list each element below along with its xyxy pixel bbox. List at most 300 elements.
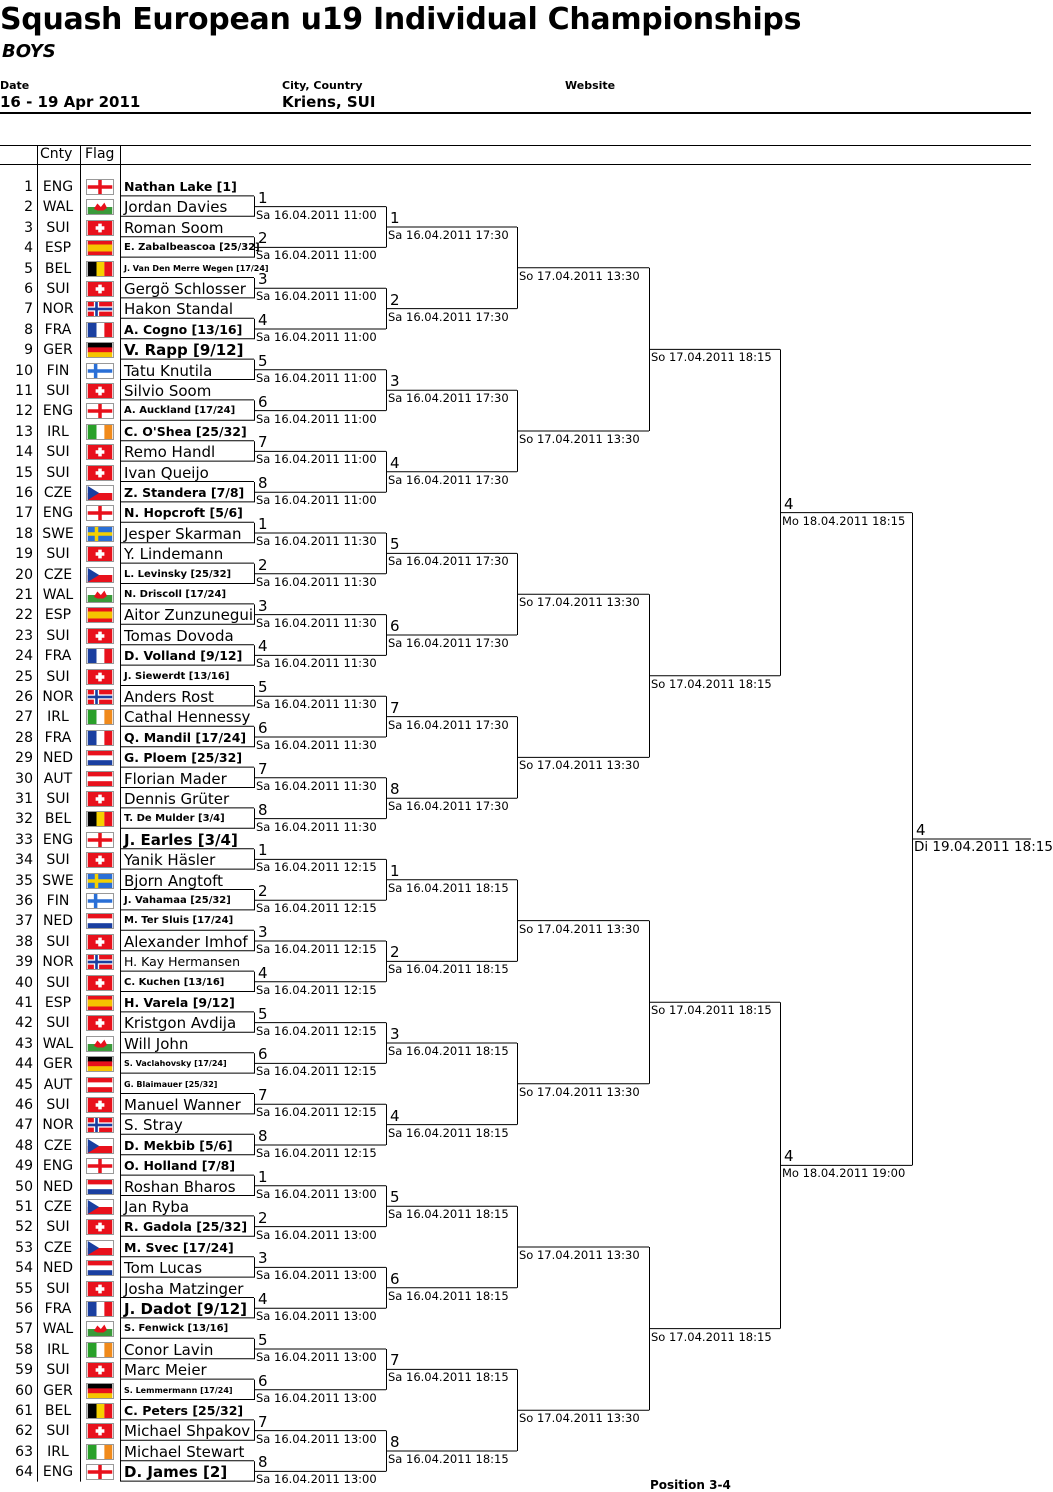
- player-name[interactable]: Aitor Zunzunegui: [124, 606, 254, 625]
- player-country: SUI: [46, 1280, 70, 1297]
- player-country: ESP: [44, 995, 72, 1011]
- player-country: SUI: [46, 383, 70, 399]
- player-name[interactable]: Ivan Queijo: [124, 463, 209, 482]
- player-name[interactable]: Yanik Häsler: [124, 851, 216, 870]
- player-number: 58: [15, 1341, 33, 1358]
- player-number: 9: [24, 342, 33, 359]
- player-number: 31: [15, 791, 33, 807]
- match-number: 8: [258, 800, 268, 819]
- match-number: 7: [258, 1086, 268, 1105]
- match-number: 6: [390, 617, 400, 635]
- match-time: So 17.04.2011 13:30: [519, 1248, 640, 1262]
- player-number: 35: [15, 872, 33, 889]
- player-country: CZE: [43, 1239, 73, 1256]
- player-number: 56: [15, 1301, 33, 1317]
- match-number: 4: [390, 1106, 400, 1125]
- player-name[interactable]: D. Mekbib [5/6]: [124, 1137, 233, 1153]
- match-number: 2: [390, 290, 400, 309]
- match-time: Sa 16.04.2011 11:00: [256, 330, 377, 344]
- player-country: BEL: [44, 811, 72, 828]
- column-header-cnty: Cnty: [40, 146, 73, 162]
- player-name[interactable]: J. Van Den Merre Wegen [17/24]: [124, 263, 269, 273]
- player-number: 61: [15, 1403, 33, 1419]
- player-country: AUT: [43, 1076, 73, 1093]
- match-time: So 17.04.2011 13:30: [519, 1084, 640, 1099]
- player-number: 30: [15, 770, 33, 787]
- player-name[interactable]: E. Zabalbeascoa [25/32]: [124, 242, 260, 254]
- match-time: Sa 16.04.2011 11:30: [256, 574, 377, 589]
- match-number: 8: [390, 1433, 400, 1451]
- player-name[interactable]: Will John: [124, 1034, 189, 1053]
- player-country: FIN: [46, 362, 70, 379]
- match-time: Sa 16.04.2011 11:30: [256, 534, 377, 548]
- player-number: 3: [24, 219, 33, 236]
- player-name[interactable]: G. Blaimauer [25/32]: [124, 1079, 218, 1089]
- player-country: GER: [43, 342, 73, 359]
- match-number: 5: [258, 351, 268, 370]
- player-number: 64: [15, 1464, 33, 1481]
- player-number: 12: [15, 403, 33, 420]
- player-country: GER: [43, 1056, 73, 1073]
- match-number: 6: [258, 392, 268, 411]
- match-time: Sa 16.04.2011 11:30: [256, 615, 377, 630]
- player-country: BEL: [44, 260, 72, 277]
- player-country: SUI: [46, 668, 70, 685]
- player-number: 22: [15, 607, 33, 624]
- player-country: NOR: [42, 689, 74, 705]
- player-number: 26: [15, 689, 33, 705]
- player-name[interactable]: Marc Meier: [124, 1361, 207, 1380]
- player-country: SUI: [46, 1015, 70, 1032]
- match-time: So 17.04.2011 13:30: [519, 595, 640, 610]
- match-number: 7: [258, 1412, 268, 1431]
- player-name[interactable]: A. Auckland [17/24]: [124, 405, 236, 417]
- match-number: 4: [258, 311, 268, 329]
- player-name[interactable]: Josha Matzinger: [124, 1279, 244, 1298]
- player-name[interactable]: L. Levinsky [25/32]: [124, 568, 232, 580]
- player-country: NED: [42, 750, 74, 767]
- player-country: SUI: [46, 1097, 70, 1113]
- player-number: 27: [15, 709, 33, 726]
- player-country: WAL: [42, 1035, 74, 1052]
- match-time: So 17.04.2011 18:15: [651, 1329, 772, 1344]
- match-number: 7: [390, 1351, 400, 1370]
- player-name[interactable]: A. Cogno [13/16]: [124, 321, 243, 337]
- player-number: 20: [15, 566, 33, 583]
- player-name[interactable]: S. Fenwick [13/16]: [124, 1323, 229, 1335]
- player-country: SUI: [46, 627, 70, 644]
- player-country: SUI: [46, 1423, 70, 1440]
- match-time: Sa 16.04.2011 11:00: [256, 493, 377, 508]
- player-name[interactable]: M. Svec [17/24]: [124, 1239, 234, 1255]
- city-value: Kriens, SUI: [282, 93, 376, 111]
- player-name[interactable]: C. Kuchen [13/16]: [124, 976, 225, 988]
- player-name[interactable]: Gergö Schlosser: [124, 280, 246, 298]
- match-time: Sa 16.04.2011 12:15: [256, 1146, 377, 1160]
- player-country: SUI: [46, 1362, 70, 1379]
- match-number: 1: [258, 1167, 268, 1186]
- match-time: Mo 18.04.2011 19:00: [782, 1166, 906, 1181]
- player-name[interactable]: Tatu Knutila: [124, 361, 213, 380]
- player-number: 50: [15, 1178, 33, 1195]
- player-country: NED: [42, 1178, 74, 1195]
- match-time: Sa 16.04.2011 12:15: [256, 1064, 377, 1079]
- player-number: 53: [15, 1239, 33, 1256]
- match-number: 8: [390, 780, 400, 799]
- match-number: 1: [258, 188, 268, 207]
- player-number: 52: [15, 1219, 33, 1236]
- player-number: 34: [15, 852, 33, 869]
- player-name[interactable]: T. De Mulder [3/4]: [124, 813, 225, 825]
- match-time: Sa 16.04.2011 18:15: [388, 1207, 509, 1222]
- player-name[interactable]: Jan Ryba: [124, 1198, 190, 1216]
- player-name[interactable]: S. Vaclahovsky [17/24]: [124, 1059, 227, 1069]
- player-name[interactable]: S. Stray: [124, 1116, 183, 1135]
- player-name[interactable]: Michael Stewart: [124, 1442, 245, 1461]
- match-number: 6: [258, 1371, 268, 1390]
- player-number: 29: [15, 750, 33, 767]
- player-country: NOR: [42, 954, 74, 971]
- player-name[interactable]: Tom Lucas: [124, 1259, 203, 1278]
- match-number: 3: [258, 1249, 268, 1268]
- player-number: 59: [15, 1362, 33, 1379]
- player-number: 44: [15, 1056, 33, 1073]
- match-time: Sa 16.04.2011 18:15: [388, 1452, 509, 1466]
- match-time: Sa 16.04.2011 12:15: [256, 860, 377, 875]
- match-time: Sa 16.04.2011 13:00: [256, 1472, 377, 1487]
- player-country: ESP: [44, 607, 72, 624]
- match-time: Sa 16.04.2011 17:30: [388, 799, 509, 814]
- match-number: 3: [390, 372, 400, 391]
- player-country: SUI: [46, 281, 70, 297]
- date-value: 16 - 19 Apr 2011: [0, 93, 141, 111]
- player-country: ENG: [42, 179, 74, 195]
- match-time: Mo 18.04.2011 18:15: [782, 513, 906, 528]
- player-name[interactable]: Tomas Dovoda: [124, 626, 234, 645]
- player-country: ESP: [44, 240, 72, 257]
- player-number: 21: [15, 587, 33, 603]
- player-name[interactable]: H. Varela [9/12]: [124, 995, 235, 1010]
- player-country: WAL: [42, 587, 74, 603]
- player-number: 13: [15, 423, 33, 440]
- player-number: 2: [24, 199, 33, 216]
- player-country: FIN: [46, 893, 70, 909]
- player-name[interactable]: Alexander Imhof: [124, 932, 248, 951]
- match-number: 7: [258, 759, 268, 778]
- match-number: 1: [390, 861, 400, 880]
- player-number: 60: [15, 1382, 33, 1399]
- match-time: Sa 16.04.2011 13:00: [256, 1350, 377, 1364]
- match-number: 8: [258, 1127, 268, 1145]
- player-number: 38: [15, 933, 33, 950]
- match-time: Sa 16.04.2011 13:00: [256, 1186, 377, 1201]
- match-time: Sa 16.04.2011 11:30: [256, 778, 377, 793]
- player-number: 40: [15, 974, 33, 991]
- match-time: Sa 16.04.2011 18:15: [388, 962, 509, 977]
- player-country: AUT: [43, 770, 73, 787]
- player-number: 62: [15, 1423, 33, 1440]
- match-number: 4: [916, 821, 926, 839]
- player-name[interactable]: R. Gadola [25/32]: [124, 1219, 248, 1235]
- player-number: 45: [15, 1076, 33, 1093]
- match-time: So 17.04.2011 18:15: [651, 1003, 772, 1018]
- player-country: FRA: [44, 321, 72, 338]
- match-number: 8: [258, 1453, 268, 1472]
- player-country: SUI: [46, 464, 70, 481]
- player-country: IRL: [47, 1341, 69, 1358]
- match-number: 7: [258, 433, 268, 452]
- player-country: SUI: [46, 852, 70, 869]
- player-number: 23: [15, 627, 33, 644]
- player-name[interactable]: D. Volland [9/12]: [124, 648, 243, 664]
- player-number: 11: [15, 383, 33, 399]
- player-country: NED: [42, 1260, 74, 1277]
- page-title: Squash European u19 Individual Championships: [0, 2, 802, 37]
- player-name[interactable]: Michael Shpakov: [124, 1422, 251, 1441]
- match-number: 2: [258, 229, 268, 248]
- player-country: NED: [42, 913, 74, 930]
- player-country: ENG: [42, 505, 74, 522]
- player-number: 24: [15, 648, 33, 665]
- match-time: Sa 16.04.2011 11:00: [256, 370, 377, 385]
- match-time: Sa 16.04.2011 17:30: [388, 391, 509, 406]
- player-name[interactable]: Remo Handl: [124, 443, 216, 462]
- match-number: 2: [258, 1208, 268, 1227]
- page-subtitle: BOYS: [2, 41, 56, 62]
- player-country: SUI: [46, 546, 70, 563]
- match-time: So 17.04.2011 18:15: [651, 350, 772, 365]
- match-number: 3: [390, 1025, 400, 1043]
- player-number: 19: [15, 546, 33, 563]
- match-time: So 17.04.2011 18:15: [651, 676, 772, 691]
- player-number: 16: [15, 485, 33, 501]
- player-name[interactable]: Manuel Wanner: [124, 1096, 241, 1114]
- match-time: Sa 16.04.2011 12:15: [256, 1105, 377, 1120]
- player-number: 57: [15, 1321, 33, 1338]
- website-label: Website: [565, 79, 616, 92]
- match-time: Sa 16.04.2011 11:00: [256, 207, 377, 222]
- match-number: 7: [390, 698, 400, 717]
- player-country: IRL: [47, 709, 69, 726]
- player-number: 46: [15, 1097, 33, 1113]
- player-name[interactable]: Anders Rost: [124, 688, 214, 706]
- player-name[interactable]: N. Hopcroft [5/6]: [124, 505, 243, 521]
- player-name[interactable]: Hakon Standal: [124, 300, 234, 319]
- player-name[interactable]: Q. Mandil [17/24]: [124, 729, 247, 745]
- player-number: 41: [15, 995, 33, 1011]
- match-time: So 17.04.2011 13:30: [519, 758, 640, 773]
- match-time: Sa 16.04.2011 12:15: [256, 1023, 377, 1038]
- player-number: 6: [24, 281, 33, 297]
- match-time: So 17.04.2011 13:30: [519, 921, 640, 936]
- match-number: 3: [258, 923, 268, 941]
- player-number: 42: [15, 1015, 33, 1032]
- match-time: Sa 16.04.2011 12:15: [256, 982, 377, 997]
- match-time: Sa 16.04.2011 11:00: [256, 289, 377, 304]
- player-number: 14: [15, 444, 33, 461]
- player-number: 33: [15, 831, 33, 848]
- player-country: ENG: [42, 1464, 74, 1481]
- match-number: 2: [258, 555, 268, 574]
- match-time: Sa 16.04.2011 11:00: [256, 411, 377, 426]
- player-number: 55: [15, 1280, 33, 1297]
- player-name[interactable]: Kristgon Avdija: [124, 1014, 237, 1033]
- player-country: SWE: [42, 872, 74, 889]
- player-name[interactable]: Conor Lavin: [124, 1340, 214, 1359]
- player-name[interactable]: Dennis Grüter: [124, 790, 230, 808]
- player-country: SUI: [46, 1219, 70, 1236]
- player-country: IRL: [47, 423, 69, 440]
- player-country: SUI: [46, 933, 70, 950]
- match-number: 4: [258, 637, 268, 656]
- match-time: Sa 16.04.2011 17:30: [388, 636, 509, 650]
- player-number: 17: [15, 505, 33, 522]
- player-number: 37: [15, 913, 33, 930]
- player-country: BEL: [44, 1403, 72, 1419]
- player-number: 18: [15, 525, 33, 542]
- match-time: Sa 16.04.2011 11:30: [256, 697, 377, 712]
- player-country: FRA: [44, 648, 72, 665]
- match-number: 5: [390, 535, 400, 554]
- match-time: Sa 16.04.2011 17:30: [388, 554, 509, 569]
- player-number: 4: [24, 240, 33, 257]
- player-country: SUI: [46, 219, 70, 236]
- player-number: 28: [15, 729, 33, 746]
- player-name[interactable]: V. Rapp [9/12]: [124, 341, 244, 360]
- player-number: 32: [15, 811, 33, 828]
- player-country: CZE: [43, 1199, 73, 1215]
- player-name[interactable]: Nathan Lake [1]: [124, 179, 237, 194]
- match-time: Di 19.04.2011 18:15: [914, 839, 1053, 855]
- match-number: 5: [258, 678, 268, 697]
- player-country: WAL: [42, 199, 74, 216]
- match-number: 4: [784, 494, 794, 513]
- player-country: SWE: [42, 525, 74, 542]
- player-name[interactable]: H. Kay Hermansen: [124, 954, 241, 970]
- player-number: 54: [15, 1260, 33, 1277]
- player-name[interactable]: M. Ter Sluis [17/24]: [124, 915, 234, 927]
- player-name[interactable]: Silvio Soom: [124, 382, 212, 400]
- match-number: 5: [258, 1004, 268, 1023]
- match-number: 6: [258, 719, 268, 737]
- player-name[interactable]: Cathal Hennessy: [124, 708, 251, 727]
- player-number: 49: [15, 1158, 33, 1175]
- player-number: 48: [15, 1137, 33, 1154]
- player-name[interactable]: Roshan Bharos: [124, 1177, 236, 1196]
- match-number: 3: [258, 270, 268, 289]
- player-country: ENG: [42, 831, 74, 848]
- player-country: ENG: [42, 403, 74, 420]
- player-name[interactable]: N. Driscoll [17/24]: [124, 589, 227, 600]
- player-country: FRA: [44, 1301, 72, 1317]
- player-name[interactable]: J. Earles [3/4]: [124, 830, 238, 849]
- match-number: 4: [390, 453, 400, 472]
- player-country: CZE: [43, 566, 73, 583]
- player-name[interactable]: O. Holland [7/8]: [124, 1158, 236, 1174]
- player-name[interactable]: J. Vahamaa [25/32]: [124, 895, 231, 906]
- match-time: Sa 16.04.2011 11:30: [256, 656, 377, 671]
- match-number: 4: [258, 1290, 268, 1309]
- match-time: Sa 16.04.2011 12:15: [256, 942, 377, 956]
- match-time: Sa 16.04.2011 13:00: [256, 1268, 377, 1283]
- player-country: SUI: [46, 444, 70, 461]
- match-time: Sa 16.04.2011 13:00: [256, 1390, 377, 1405]
- player-number: 10: [15, 362, 33, 379]
- match-number: 8: [258, 474, 268, 493]
- match-time: Sa 16.04.2011 13:00: [256, 1227, 377, 1242]
- city-label: City, Country: [282, 79, 363, 92]
- player-name[interactable]: Roman Soom: [124, 218, 224, 237]
- player-name[interactable]: G. Ploem [25/32]: [124, 750, 243, 766]
- player-name[interactable]: S. Lemmermann [17/24]: [124, 1385, 233, 1395]
- player-name[interactable]: Jordan Davies: [124, 198, 228, 217]
- match-time: Sa 16.04.2011 17:30: [388, 717, 509, 732]
- match-time: So 17.04.2011 13:30: [519, 432, 640, 446]
- player-name[interactable]: Florian Mader: [124, 769, 227, 788]
- player-number: 5: [24, 260, 33, 277]
- match-number: 6: [390, 1269, 400, 1288]
- match-number: 6: [258, 1045, 268, 1064]
- match-time: Sa 16.04.2011 17:30: [388, 228, 509, 242]
- match-number: 4: [784, 1147, 794, 1166]
- match-time: Sa 16.04.2011 18:15: [388, 1288, 509, 1303]
- match-time: Sa 16.04.2011 17:30: [388, 309, 509, 324]
- match-number: 1: [390, 209, 400, 227]
- player-country: CZE: [43, 485, 73, 501]
- match-number: 2: [390, 943, 400, 962]
- match-time: Sa 16.04.2011 13:00: [256, 1431, 377, 1446]
- player-name[interactable]: C. O'Shea [25/32]: [124, 423, 247, 439]
- player-country: ENG: [42, 1158, 74, 1175]
- player-name[interactable]: Y. Lindemann: [124, 545, 224, 564]
- match-time: So 17.04.2011 13:30: [519, 1411, 640, 1426]
- player-number: 7: [24, 301, 33, 318]
- player-name[interactable]: D. James [2]: [124, 1463, 228, 1482]
- match-time: So 17.04.2011 13:30: [519, 268, 640, 283]
- player-number: 25: [15, 668, 33, 685]
- player-name[interactable]: Bjorn Angtoft: [124, 871, 224, 890]
- player-name[interactable]: J. Siewerdt [13/16]: [124, 670, 230, 682]
- match-number: 4: [258, 963, 268, 982]
- player-country: FRA: [44, 729, 72, 746]
- player-country: NOR: [42, 1117, 74, 1134]
- date-label: Date: [0, 79, 30, 92]
- player-name[interactable]: Z. Standera [7/8]: [124, 485, 245, 500]
- player-country: SUI: [46, 974, 70, 991]
- match-number: 1: [258, 515, 268, 533]
- player-number: 39: [15, 954, 33, 971]
- column-header-flag: Flag: [85, 146, 115, 162]
- match-time: Sa 16.04.2011 18:15: [388, 1044, 509, 1058]
- player-number: 36: [15, 893, 33, 909]
- player-number: 43: [15, 1035, 33, 1052]
- match-number: 3: [258, 596, 268, 615]
- match-number: 5: [258, 1331, 268, 1349]
- player-name[interactable]: Jesper Skarman: [124, 524, 242, 543]
- player-country: GER: [43, 1382, 73, 1399]
- match-time: Sa 16.04.2011 11:00: [256, 248, 377, 263]
- player-country: SUI: [46, 791, 70, 807]
- footer-fragment: Position 3-4: [650, 1478, 731, 1492]
- match-number: 1: [258, 841, 268, 860]
- player-name[interactable]: J. Dadot [9/12]: [124, 1300, 248, 1318]
- player-number: 15: [15, 464, 33, 481]
- player-number: 8: [24, 321, 33, 338]
- player-number: 51: [15, 1199, 33, 1215]
- match-time: Sa 16.04.2011 13:00: [256, 1309, 377, 1324]
- player-name[interactable]: C. Peters [25/32]: [124, 1403, 244, 1418]
- match-time: Sa 16.04.2011 18:15: [388, 880, 509, 895]
